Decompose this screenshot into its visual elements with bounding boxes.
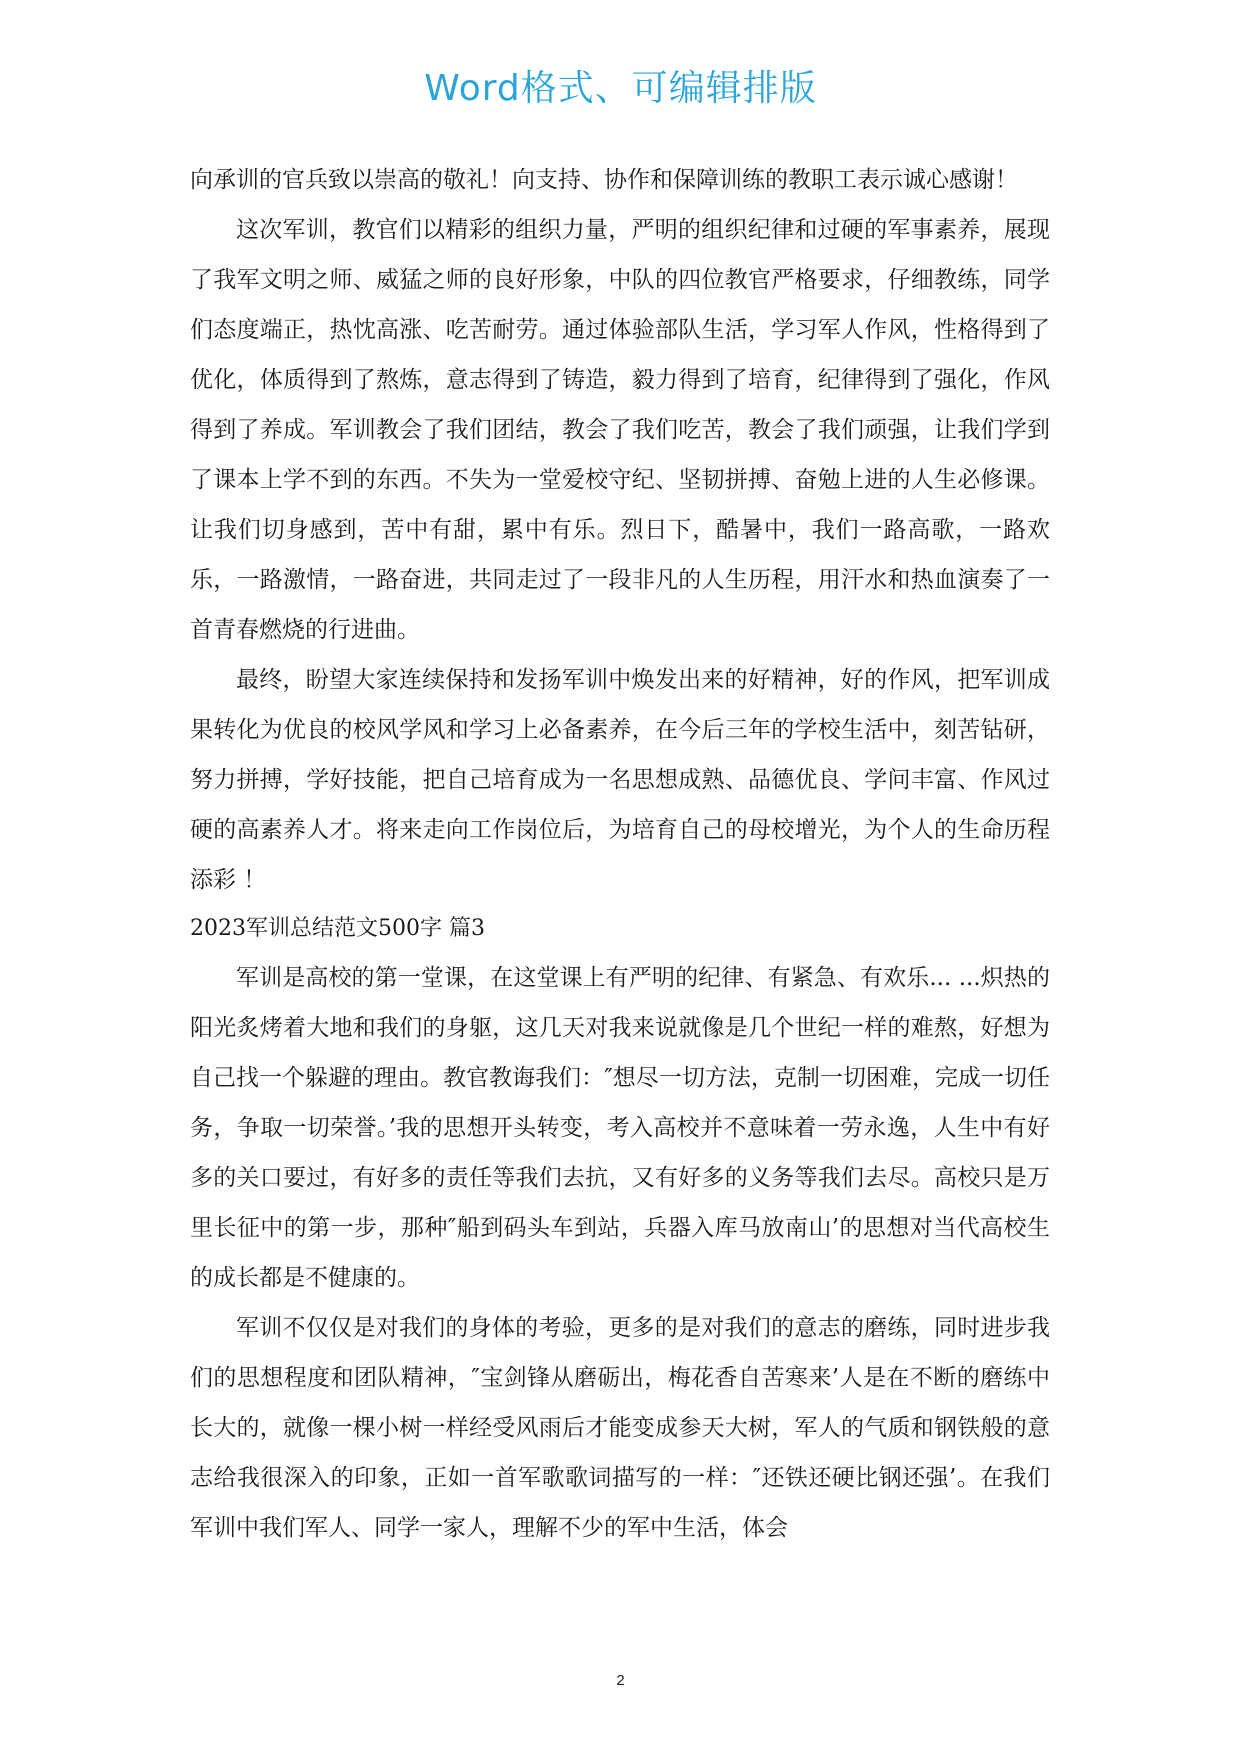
- page-number: 2: [616, 1672, 625, 1689]
- paragraph-training-summary: 这次军训，教官们以精彩的组织力量，严明的组织纪律和过硬的军事素养，展现了我军文明之师、威猛之师的良好形象，中队的四位教官严格要求，仔细教练，同学们态度端正，热忱高涨、吃苦耐劳。通过体验部队生活，学习军人作风，性格得到了优化，体质得到了熬炼，意志得到了铸造，毅力得到了培育，纪律得到了强化，作风得到了养成。军训教会了我们团结，教会了我们吃苦，教会了我们顽强，让我们学到了课本上学不到的东西。不失为一堂爱校守纪、坚韧拼搏、奋勉上进的人生必修课。让我们切身感到，苦中有甜，累中有乐。烈日下，酷暑中，我们一路高歌，一路欢乐，一路激情，一路奋进，共同走过了一段非凡的人生历程，用汗水和热血演奏了一首青春燃烧的行进曲。: [190, 217, 1050, 643]
- paragraph-will-training: 军训不仅仅是对我们的身体的考验，更多的是对我们的意志的磨练，同时进步我们的思想程度和团队精神，″宝剑锋从磨砺出，梅花香自苦寒来’人是在不断的磨练中长大的，就像一棵小树一样经受风雨后才能变成参天大树，军人的气质和钢铁般的意志给我很深入的印象，正如一首军歌歌词描写的一样：″还铁还硬比钢还强’。在我们军训中我们军人、同学一家人，理解不少的军中生活，体会: [190, 1315, 1050, 1541]
- section-heading: 2023军训总结范文500字 篇3: [190, 916, 485, 941]
- paragraph-thanks: 向承训的官兵致以崇高的敬礼！向支持、协作和保障训练的教职工表示诚心感谢！: [190, 167, 1018, 193]
- document-body: [190, 155, 1050, 1553]
- document-header-title: Word格式、可编辑排版: [424, 68, 817, 109]
- paragraph-first-lesson: 军训是高校的第一堂课，在这堂课上有严明的纪律、有紧急、有欢乐... ...炽热的阳光炙烤着大地和我们的身躯，这几天对我来说就像是几个世纪一样的难熬，好想为自己找一个躲避的理由。教官教诲我们：″想尽一切方法，克制一切困难，完成一切任务，争取一切荣誉。’我的思想开头转变，考入高校并不意味着一劳永逸，人生中有好多的关口要过，有好多的责任等我们去抗，又有好多的义务等我们去尽。高校只是万里长征中的第一步，那种″船到码头车到站，兵器入库马放南山’的思想对当代高校生的成长都是不健康的。: [190, 965, 1050, 1291]
- paragraph-closing-wish: 最终，盼望大家连续保持和发扬军训中焕发出来的好精神，好的作风，把军训成果转化为优良的校风学风和学习上必备素养，在今后三年的学校生活中，刻苦钻研，努力拼搏，学好技能，把自己培育成为一名思想成熟、品德优良、学问丰富、作风过硬的高素养人才。将来走向工作岗位后，为培育自己的母校增光，为个人的生命历程添彩 ！: [190, 667, 1050, 893]
